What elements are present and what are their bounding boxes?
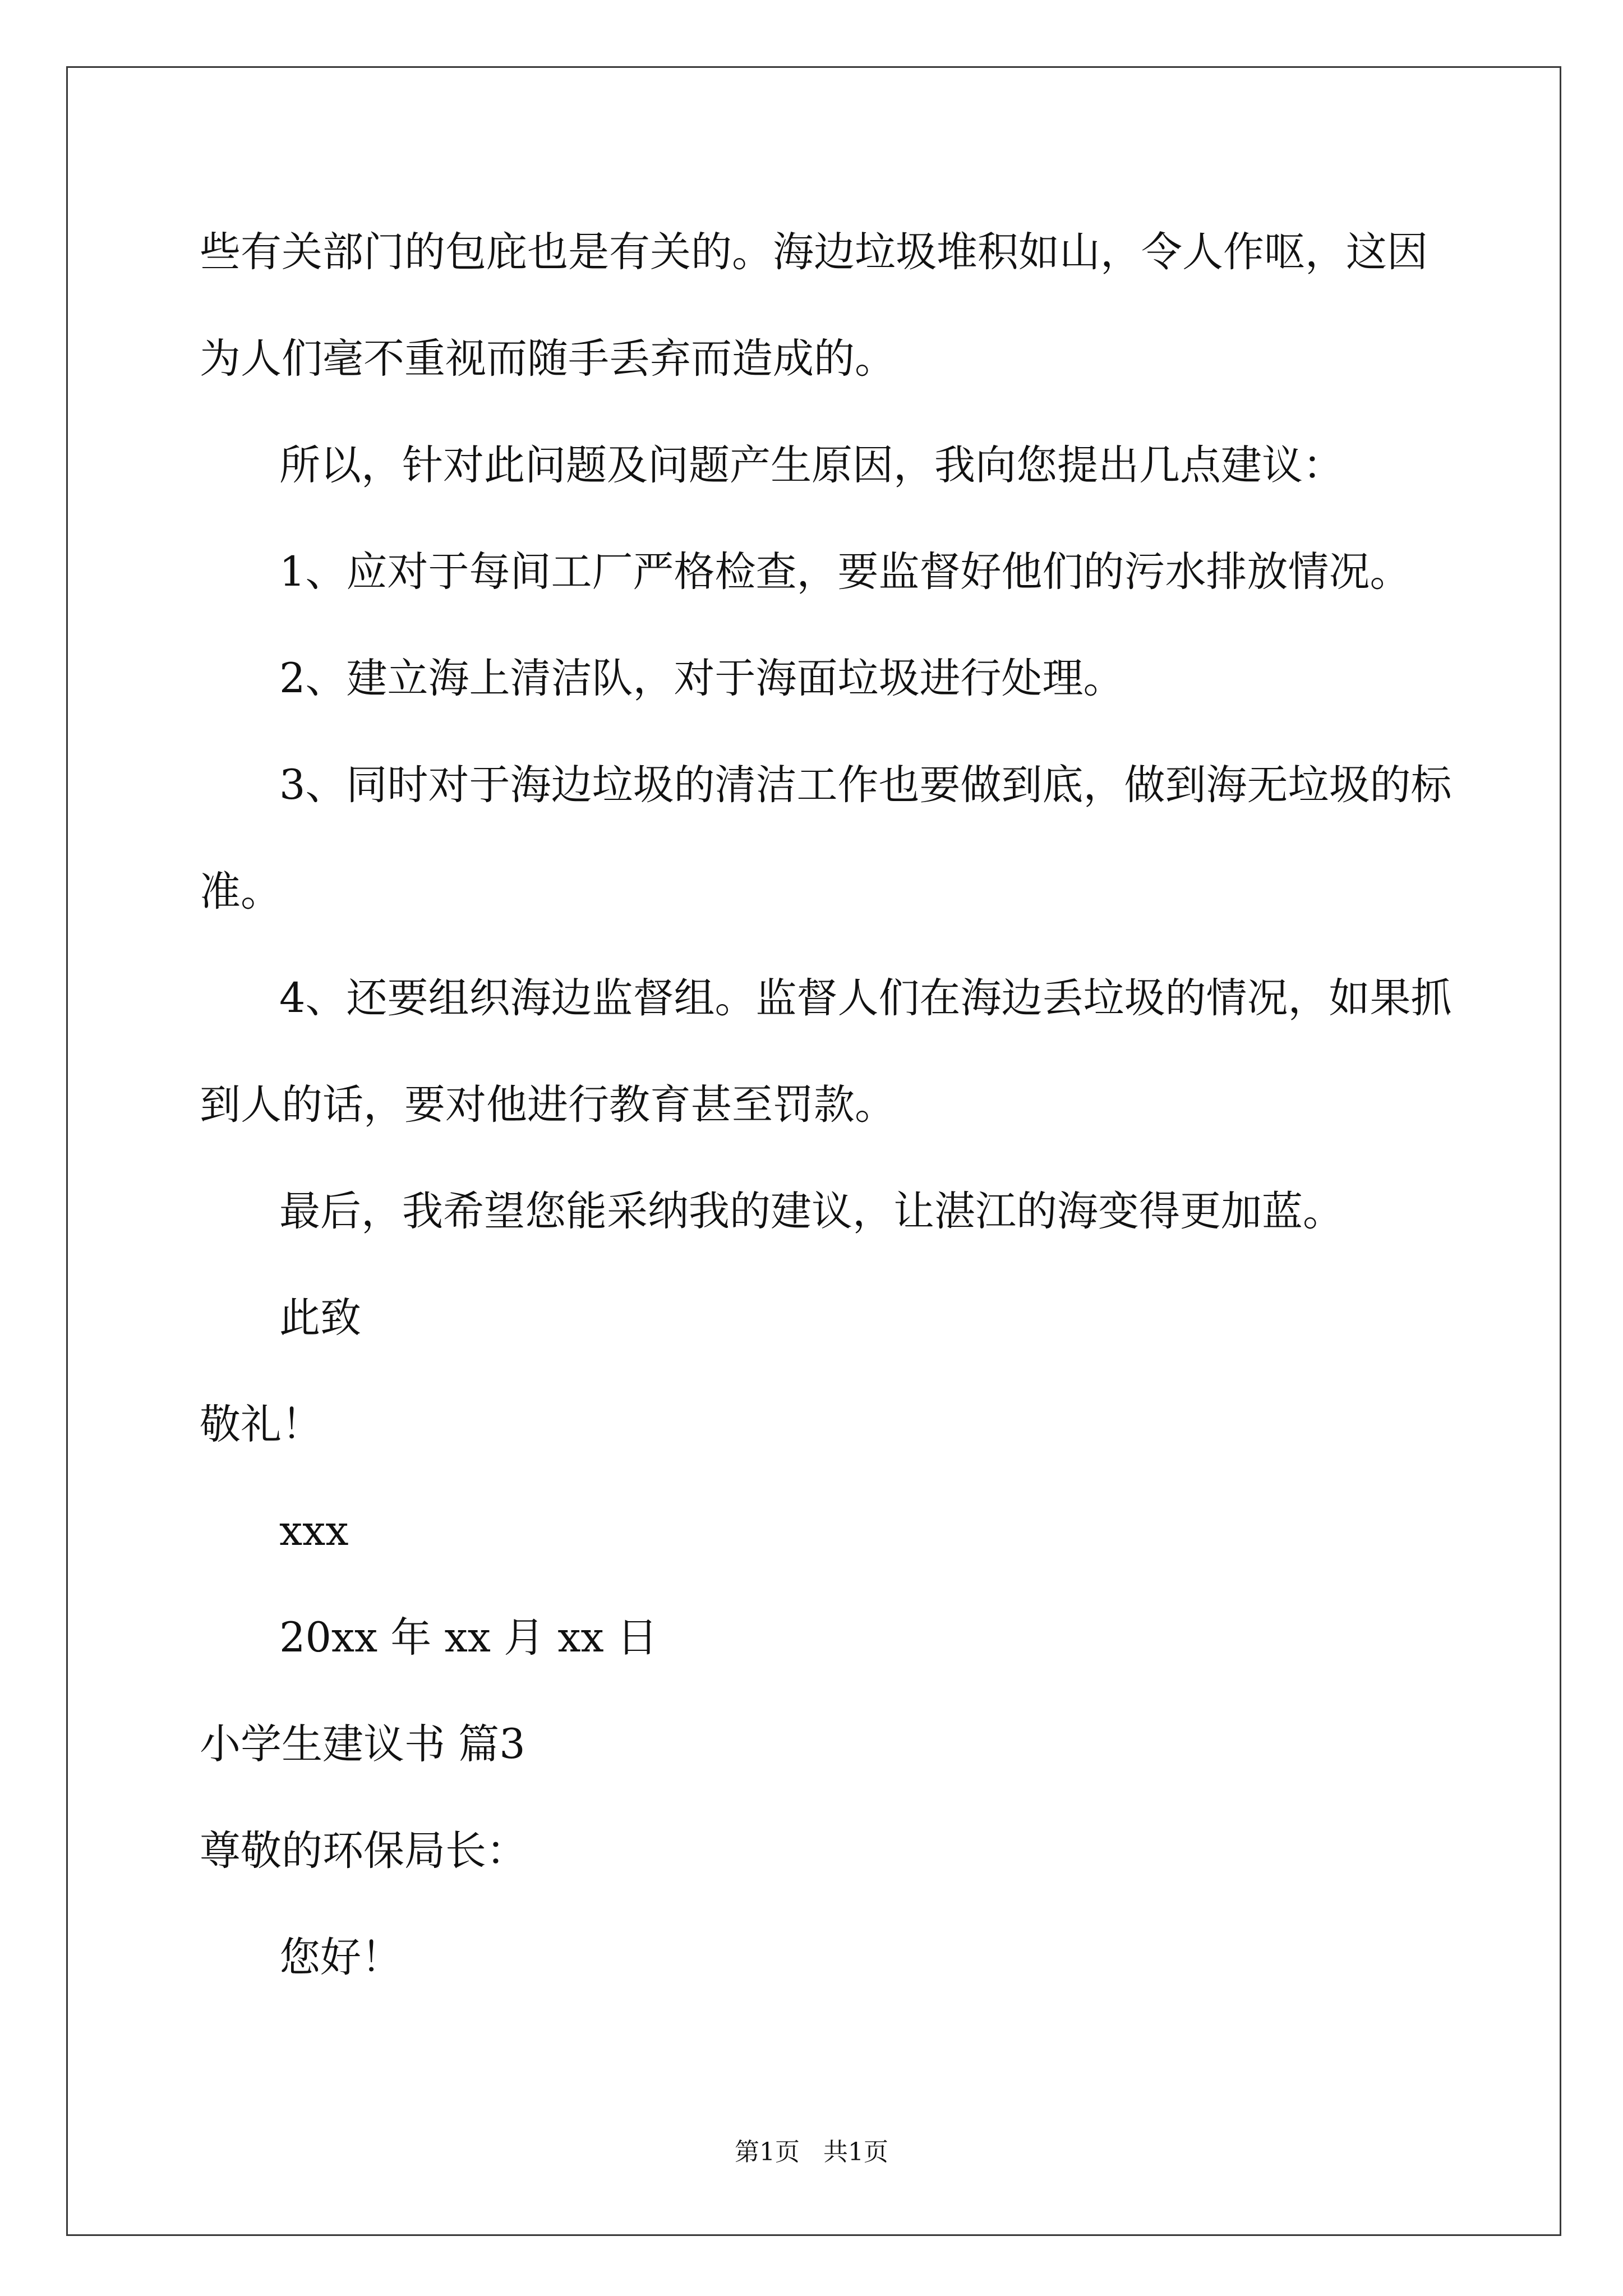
- paragraph-line: 所以，针对此问题及问题产生原因，我向您提出几点建议：: [279, 441, 1344, 489]
- suggestion-item-3: [200, 732, 1461, 945]
- paragraph-line: 3、同时对于海边垃圾的清洁工作也要做到底，做到海无垃圾的标: [279, 761, 1452, 809]
- paragraph-line: 准。: [200, 868, 282, 915]
- letter-closing: 此致: [279, 1294, 361, 1342]
- document-body: [200, 199, 1461, 2011]
- greeting: 您好！: [279, 1934, 402, 1981]
- paragraph-line: 为人们毫不重视而随手丢弃而造成的。: [200, 335, 896, 383]
- suggestion-item-1: [200, 519, 1461, 625]
- paragraph-conclusion: [200, 1158, 1461, 1265]
- paragraph-suggestions-intro: [200, 412, 1461, 519]
- suggestion-item-2: [200, 625, 1461, 732]
- paragraph-line: 些有关部门的包庇也是有关的。海边垃圾堆积如山，令人作呕，这因: [200, 228, 1428, 276]
- letter-regards: 敬礼！: [200, 1401, 322, 1448]
- page-footer: 第1页 共1页: [735, 2138, 888, 2166]
- paragraph-line: 1、应对于每间工厂严格检查，要监督好他们的污水排放情况。: [279, 548, 1411, 596]
- paragraph-line: 4、还要组织海边监督组。监督人们在海边丢垃圾的情况，如果抓: [279, 974, 1452, 1022]
- paragraph-line: 2、建立海上清洁队，对于海面垃圾进行处理。: [279, 655, 1124, 702]
- paragraph-line: 最后，我希望您能采纳我的建议，让湛江的海变得更加蓝。: [279, 1188, 1344, 1235]
- paragraph-continuation: [200, 199, 1461, 412]
- letter-signature: xxx: [279, 1507, 349, 1555]
- suggestion-item-4: [200, 945, 1461, 1158]
- salutation: 尊敬的环保局长：: [200, 1827, 527, 1875]
- letter-date: 20xx 年 xx 月 xx 日: [279, 1614, 658, 1662]
- section-title: 小学生建议书 篇3: [200, 1720, 525, 1768]
- paragraph-line: 到人的话，要对他进行教育甚至罚款。: [200, 1081, 896, 1129]
